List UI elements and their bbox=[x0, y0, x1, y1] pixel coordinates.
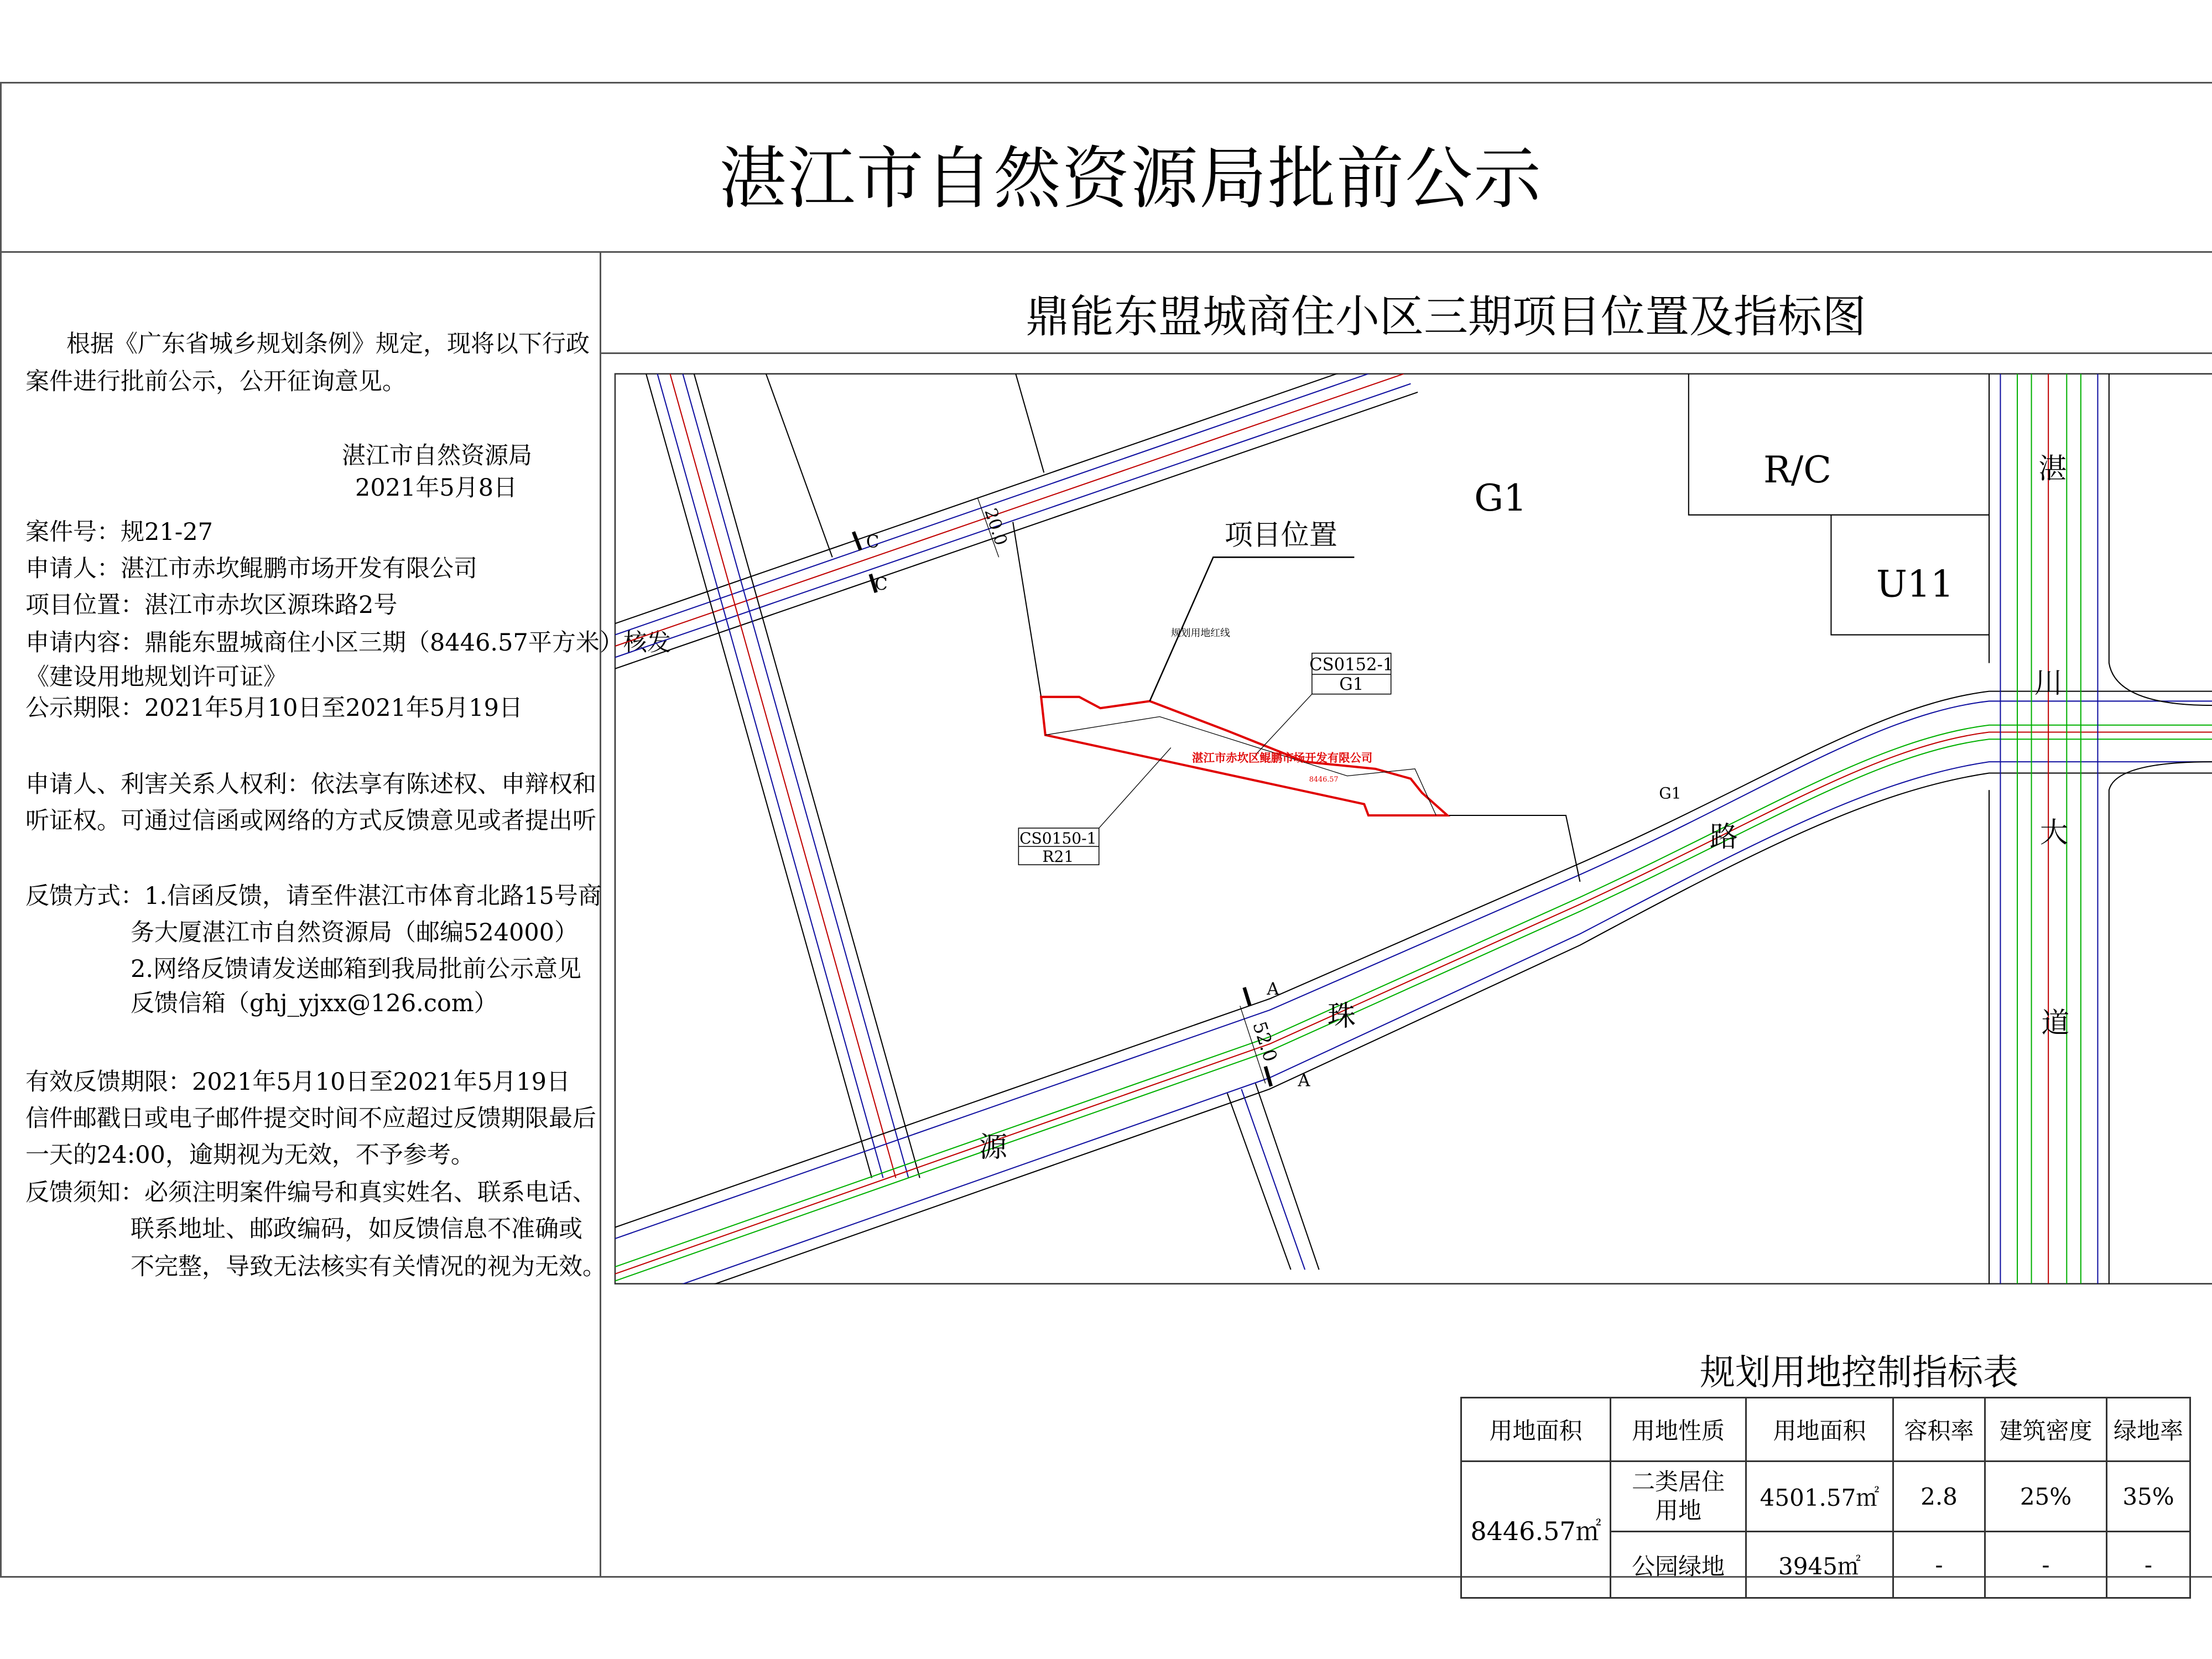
feedback-3: 2.网络反馈请发送邮箱到我局批前公示意见 bbox=[131, 955, 582, 983]
parcel-a-use: G1 bbox=[1339, 675, 1364, 695]
row-far: - bbox=[1893, 1532, 1985, 1598]
table-row bbox=[1461, 1462, 2190, 1532]
parcel-b-code: CS0150-1 bbox=[1019, 829, 1097, 848]
yuanzhu-road bbox=[615, 691, 2212, 1319]
application-content-1: 申请内容：鼎能东盟城商住小区三期（8446.57平方米）核发 bbox=[25, 629, 671, 657]
map-title: 鼎能东盟城商住小区三期项目位置及指标图 bbox=[1026, 291, 1866, 342]
company-label: 湛江市赤坎区鲲鹏市场开发有限公司 bbox=[1192, 751, 1373, 765]
road-east-char-3: 大 bbox=[2039, 817, 2068, 850]
deadline-1: 有效反馈期限：2021年5月10日至2021年5月19日 bbox=[25, 1068, 571, 1096]
road-east-char-4: 道 bbox=[2041, 1007, 2070, 1040]
row-green: 35% bbox=[2107, 1462, 2190, 1532]
notes-1: 反馈须知：必须注明案件编号和真实姓名、联系电话、 bbox=[25, 1179, 596, 1206]
section-a-top: A bbox=[1267, 979, 1279, 999]
road-main-char-1: 源 bbox=[979, 1131, 1007, 1164]
header-area: 用地面积 bbox=[1746, 1398, 1893, 1462]
feedback-1: 反馈方式：1.信函反馈，请至件湛江市体育北路15号商 bbox=[25, 882, 602, 910]
section-marks bbox=[853, 532, 1271, 1086]
section-c-top: C bbox=[866, 532, 879, 552]
notice-intro-1: 根据《广东省城乡规划条例》规定，现将以下行政 bbox=[66, 330, 590, 358]
notice-date: 2021年5月8日 bbox=[355, 474, 518, 502]
land-use-indicator-table bbox=[1460, 1397, 2191, 1599]
site-area-label: 8446.57 bbox=[1309, 775, 1339, 784]
zone-g1-small: G1 bbox=[1659, 784, 1682, 803]
road-main-char-2: 珠 bbox=[1327, 1000, 1356, 1033]
section-c-bottom: C bbox=[875, 574, 888, 594]
road-east-char-2: 川 bbox=[2034, 667, 2063, 700]
rights-1: 申请人、利害关系人权利：依法享有陈述权、申辩权和 bbox=[25, 771, 596, 798]
header-total-area: 用地面积 bbox=[1461, 1398, 1611, 1462]
header-far: 容积率 bbox=[1893, 1398, 1985, 1462]
header-green-ratio: 绿地率 bbox=[2107, 1398, 2190, 1462]
feedback-2: 务大厦湛江市自然资源局（邮编524000） bbox=[131, 919, 579, 946]
row-area: 4501.57㎡ bbox=[1746, 1462, 1893, 1532]
north-road bbox=[615, 356, 1418, 669]
row-use: 公园绿地 bbox=[1611, 1532, 1746, 1598]
dim-top-label: 20.0 bbox=[980, 506, 1011, 548]
case-number: 案件号：规21-27 bbox=[25, 518, 213, 546]
page-title: 湛江市自然资源局批前公示 bbox=[719, 139, 1542, 218]
map-frame bbox=[615, 374, 2212, 1284]
row-green: - bbox=[2107, 1532, 2190, 1598]
west-road bbox=[646, 374, 920, 1178]
zhanchuan-avenue bbox=[1989, 374, 2212, 1284]
redline-label: 规划用地红线 bbox=[1170, 627, 1230, 639]
zone-rc: R/C bbox=[1763, 448, 1831, 492]
road-east-char-1: 湛 bbox=[2038, 453, 2067, 486]
leader-g1 bbox=[1256, 694, 1312, 755]
south-branch-road bbox=[1227, 1084, 1319, 1270]
project-location-label: 项目位置 bbox=[1224, 519, 1337, 552]
deadline-2: 信件邮戳日或电子邮件提交时间不应超过反馈期限最后 bbox=[25, 1105, 596, 1132]
project-location: 项目位置：湛江市赤坎区源珠路2号 bbox=[25, 591, 398, 619]
parcel-b-use: R21 bbox=[1042, 847, 1074, 866]
section-a-bottom: A bbox=[1298, 1071, 1310, 1091]
parcel-split-line bbox=[1045, 716, 1436, 815]
notes-3: 不完整，导致无法核实有关情况的视为无效。 bbox=[131, 1253, 606, 1281]
total-area: 8446.57㎡ bbox=[1461, 1462, 1611, 1598]
road-main-char-3: 路 bbox=[1710, 821, 1739, 854]
table-title: 规划用地控制指标表 bbox=[1700, 1353, 2018, 1393]
header-land-use: 用地性质 bbox=[1611, 1398, 1746, 1462]
application-content-2: 《建设用地规划许可证》 bbox=[25, 663, 287, 691]
deadline-3: 一天的24:00，逾期视为无效，不予参考。 bbox=[25, 1141, 475, 1169]
feedback-email[interactable]: 反馈信箱（ghj_yjxx@126.com） bbox=[131, 990, 498, 1017]
publicity-period: 公示期限：2021年5月10日至2021年5月19日 bbox=[25, 694, 523, 722]
applicant: 申请人：湛江市赤坎鲲鹏市场开发有限公司 bbox=[25, 555, 477, 583]
zone-u11: U11 bbox=[1876, 562, 1954, 606]
row-far: 2.8 bbox=[1893, 1462, 1985, 1532]
leader-r21 bbox=[1099, 748, 1171, 828]
row-area: 3945㎡ bbox=[1746, 1532, 1893, 1598]
header-density: 建筑密度 bbox=[1985, 1398, 2107, 1462]
zone-g1-large: G1 bbox=[1474, 476, 1527, 520]
dim-main-label: 52.0 bbox=[1248, 1018, 1282, 1065]
row-density: 25% bbox=[1985, 1462, 2107, 1532]
notice-intro-2: 案件进行批前公示，公开征询意见。 bbox=[25, 368, 406, 396]
row-use: 二类居住用地 bbox=[1611, 1462, 1746, 1532]
notes-2: 联系地址、邮政编码，如反馈信息不准确或 bbox=[131, 1215, 582, 1243]
parcel-a-code: CS0152-1 bbox=[1309, 655, 1394, 675]
rights-2: 听证权。可通过信函或网络的方式反馈意见或者提出听 bbox=[25, 807, 596, 835]
row-density: - bbox=[1985, 1532, 2107, 1598]
notice-issuer: 湛江市自然资源局 bbox=[342, 442, 532, 470]
